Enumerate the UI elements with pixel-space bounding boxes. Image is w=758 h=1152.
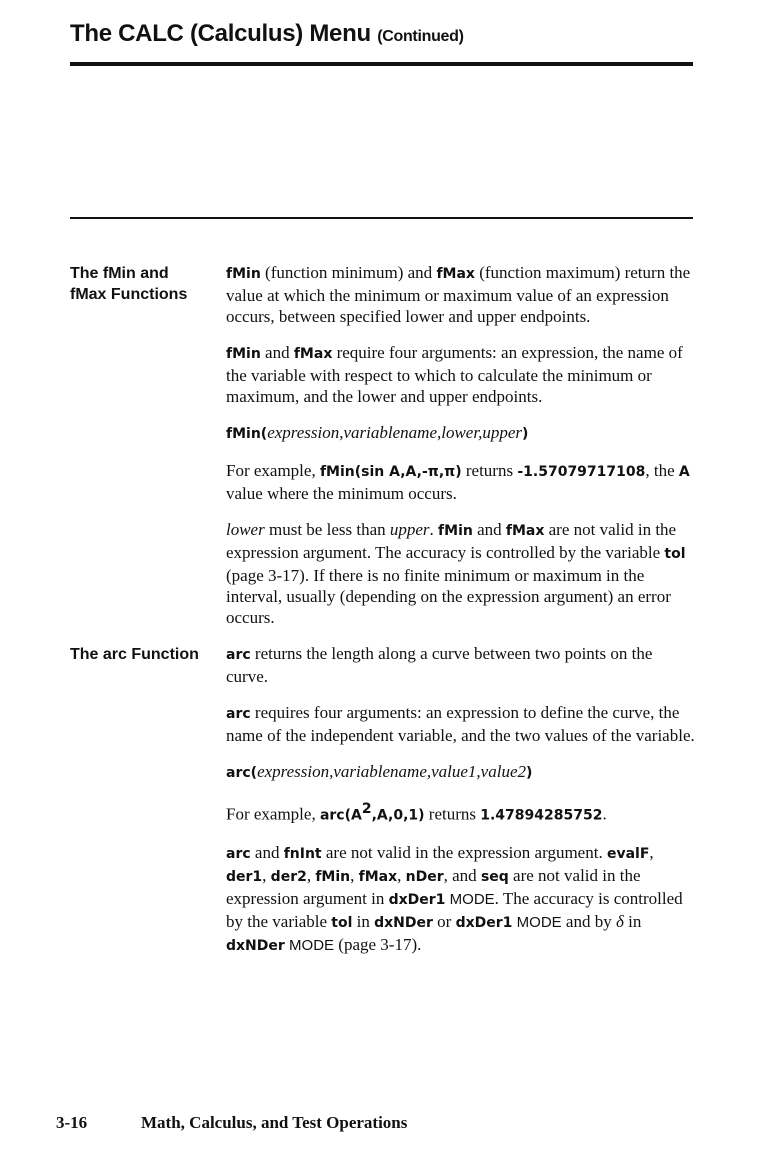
arc-description: arc returns the length along a curve between two points on the curve. bbox=[226, 644, 653, 686]
title-continued: (Continued) bbox=[377, 28, 464, 45]
page-number: 3-16 bbox=[56, 1113, 88, 1132]
header-rule bbox=[70, 62, 693, 66]
page-content bbox=[70, 262, 695, 972]
arc-syntax: arc(expression,variablename,value1,value2) bbox=[226, 762, 533, 781]
title-text: The CALC (Calculus) Menu bbox=[70, 20, 371, 47]
fmin-notes: lower must be less than upper. fMin and fMax are not valid in the expression argument. The accuracy is controlled by the variable tol (page 3-17). If there is no finite minimum or maximum in the interval, usually (depending on the expression argument) an error occurs. bbox=[226, 520, 686, 627]
page-title bbox=[70, 20, 464, 48]
chapter-title: Math, Calculus, and Test Operations bbox=[141, 1113, 408, 1132]
section-fmin-fmax bbox=[70, 262, 695, 643]
section-heading-arc: The arc Function bbox=[70, 646, 199, 663]
fmin-arguments: fMin and fMax require four arguments: an expression, the name of the variable with respect to which to calculate the minimum or maximum, and the lower and upper endpoints. bbox=[226, 343, 683, 406]
section-body-fmin-fmax bbox=[226, 262, 695, 643]
fmin-description: fMin (function minimum) and fMax (function maximum) return the value at which the minimum or maximum value of an expression occurs, between specified lower and upper endpoints. bbox=[226, 263, 691, 326]
section-rule bbox=[70, 217, 693, 219]
arc-example: For example, $arc(A^2,A,0,1)$ returns 1.47894285752. bbox=[226, 801, 607, 824]
section-arc bbox=[70, 643, 695, 972]
fmin-syntax: fMin(expression,variablename,lower,upper) bbox=[226, 423, 529, 442]
fmin-example: For example, fMin(sin A,A,-π,π) returns -1.57079717108, the A value where the minimum occurs. bbox=[226, 461, 690, 503]
arc-arguments: arc requires four arguments: an expression to define the curve, the name of the independent variable, and the two values of the variable. bbox=[226, 703, 695, 745]
section-body-arc bbox=[226, 643, 695, 972]
section-heading-fmin-fmax: The fMin and fMax Functions bbox=[70, 265, 188, 303]
page-footer bbox=[56, 1113, 407, 1133]
arc-notes: arc and fnInt are not valid in the expression argument. evalF, der1, der2, fMin, fMax, nDer, and seq are not valid in the expression argument in dxDer1 MODE. The accuracy is controlled by the variable tol in dxNDer or dxDer1 MODE and by δ in dxNDer MODE (page 3-17). bbox=[226, 842, 683, 954]
